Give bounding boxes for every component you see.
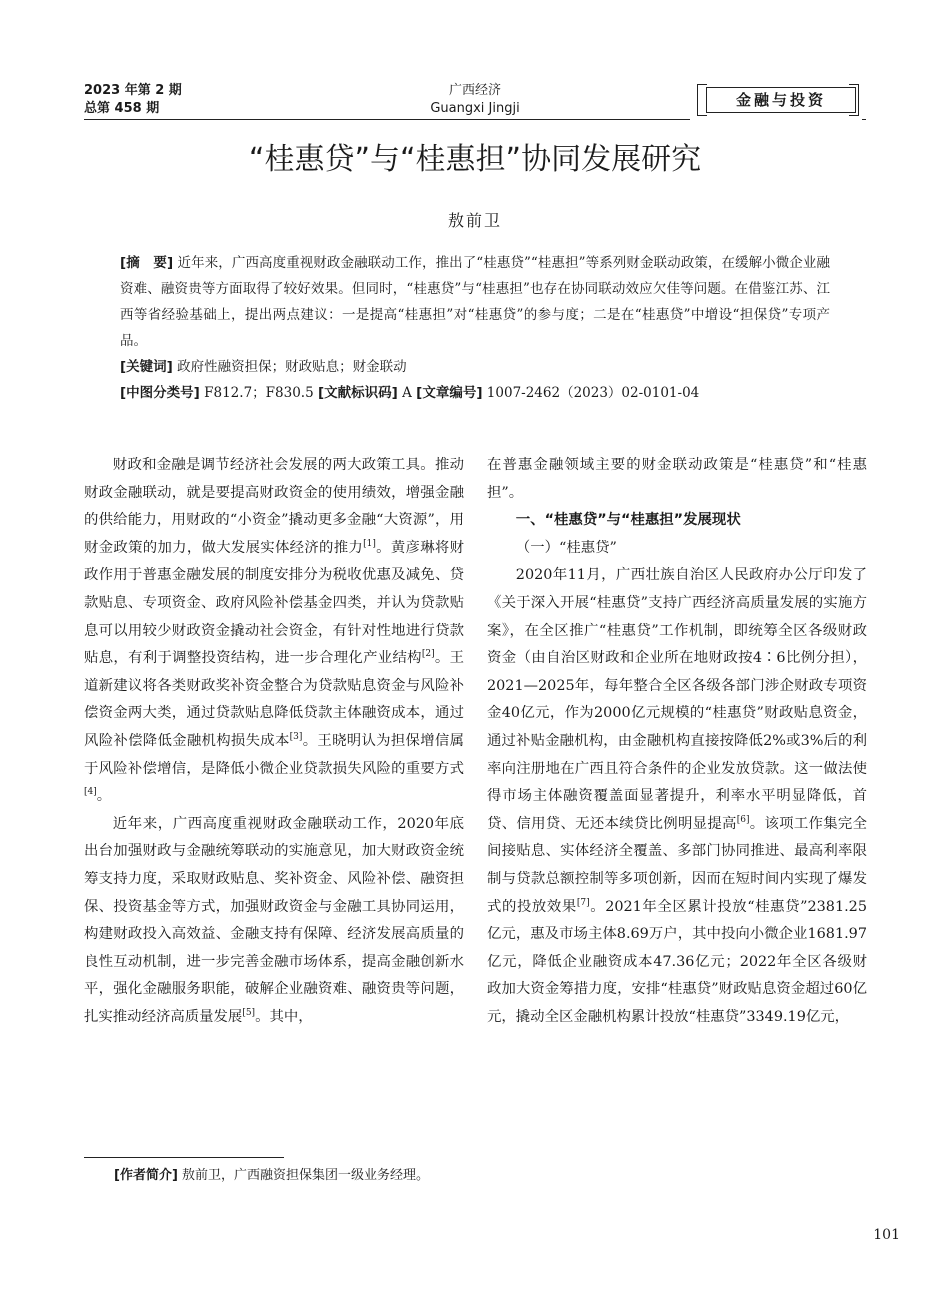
abstract-block [120,250,830,406]
citation-ref[interactable]: [4] [84,787,97,798]
section-heading: 一、“桂惠贷”与“桂惠担”发展现状 [515,512,741,529]
issue-line-1: 2023 年第 2 期 [84,83,182,98]
abstract-label: [摘 要] [120,255,174,271]
journal-name-cn: 广西经济 [448,83,501,98]
body-column-right [487,452,867,1031]
citation-ref[interactable]: [7] [576,897,590,908]
author-footnote [114,1166,429,1186]
journal-name [400,82,550,118]
keywords-text: 政府性融资担保；财政贴息；财金联动 [177,359,407,375]
clc-label: [中图分类号] [120,385,200,401]
body-column-left [84,452,464,1031]
keywords-line [120,354,830,380]
article-no-label: [文章编号] [416,385,483,401]
citation-ref[interactable]: [2] [421,649,435,660]
keywords-label: [关键词] [120,359,173,375]
footnote-rule [84,1157,284,1158]
journal-name-en: Guangxi Jingji [430,101,520,116]
issue-info [84,82,182,118]
article-title: “桂惠贷”与“桂惠担”协同发展研究 [248,142,702,177]
article-author: 敖前卫 [447,211,502,230]
subsection-heading: （一）“桂惠贷” [515,539,617,556]
issue-line-2: 总第 458 期 [84,101,160,116]
citation-ref[interactable]: [1] [363,538,376,549]
body-paragraph: 在普惠金融领域主要的财金联动政策是“桂惠贷”和“桂惠担”。 [487,457,867,501]
section-label: 金融与投资 [706,87,856,113]
citation-ref[interactable]: [5] [242,1008,256,1019]
doc-code-label: [文献标识码] [317,385,398,401]
footnote-label: [作者简介] [114,1168,178,1183]
header-rule-end [862,119,866,120]
clc-value: F812.7；F830.5 [204,385,314,401]
classification-line [120,380,830,406]
section-bracket-right-icon [849,84,859,116]
abstract-text: 近年来，广西高度重视财政金融联动工作，推出了“桂惠贷”“桂惠担”等系列财金联动政策，在缓解小微企业融资难、融资贵等方面取得了较好效果。但同时，“桂惠贷”与“桂惠担”也存在协同联动效应欠佳等问题。在借鉴江苏、江西等省经验基础上，提出两点建议：一是提高“桂惠担”对“桂惠贷”的参与度；二是在“桂惠贷”中增设“担保贷”专项产品。 [120,255,831,349]
abstract [120,250,830,354]
article-no-value: 1007-2462（2023）02-0101-04 [486,385,700,401]
body-paragraph: 财政和金融是调节经济社会发展的两大政策工具。推动财政金融联动，就是要提高财政资金的使用绩效，增强金融的供给能力，用财政的“小资金”撬动更多金融“大资源”，用财金政策的加力，做大发展实体经济的推力[1]。黄彦琳将财政作用于普惠金融发展的制度安排分为税收优惠及减免、贷款贴息、专项资金、政府风险补偿基金四类，并认为贷款贴息可以用较少财政资金撬动社会资金，有针对性地进行贷款贴息，有利于调整投资结构，进一步合理化产业结构[2]。王道新建议将各类财政奖补资金整合为贷款贴息资金与风险补偿资金两大类，通过贷款贴息降低贷款主体融资成本，通过风险补偿降低金融机构损失成本[3]。王晓明认为担保增信属于风险补偿增信，是降低小微企业贷款损失风险的重要方式[4]。 [84,457,464,805]
body-paragraph: 2020年11月，广西壮族自治区人民政府办公厅印发了《关于深入开展“桂惠贷”支持广西经济高质量发展的实施方案》，在全区推广“桂惠贷”工作机制，即统筹全区各级财政资金（由自治区财政和企业所在地财政按4∶6比例分担），2021—2025年，每年整合全区各级各部门涉企财政专项资金40亿元，作为2000亿元规模的“桂惠贷”财政贴息资金，通过补贴金融机构，由金融机构直接按降低2%或3%后的利率向注册地在广西且符合条件的企业发放贷款。这一做法使得市场主体融资覆盖面显著提升，利率水平明显降低，首贷、信用贷、无还本续贷比例明显提高[6]。该项工作集完全间接贴息、实体经济全覆盖、多部门协同推进、最高利率限制与贷款总额控制等多项创新，因而在短时间内实现了爆发式的投放效果[7]。2021年全区累计投放“桂惠贷”2381.25亿元，惠及市场主体8.69万户，其中投向小微企业1681.97亿元，降低企业融资成本47.36亿元；2022年全区各级财政加大资金筹措力度，安排“桂惠贷”财政贴息资金超过60亿元，撬动全区金融机构累计投放“桂惠贷”3349.19亿元， [487,567,867,1025]
citation-ref[interactable]: [3] [289,732,303,743]
page-number: 101 [873,1227,900,1243]
header-rule [84,119,690,120]
footnote-text: 敖前卫，广西融资担保集团一级业务经理。 [182,1168,430,1183]
body-paragraph: 近年来，广西高度重视财政金融联动工作，2020年底出台加强财政与金融统筹联动的实施意见，加大财政资金统筹支持力度，采取财政贴息、奖补资金、风险补偿、融资担保、投资基金等方式，加强财政资金与金融工具协同运用，构建财政投入高效益、金融支持有保障、经济发展高质量的良性互动机制，进一步完善金融市场体系，提高金融创新水平，强化金融服务职能，破解企业融资难、融资贵等问题，扎实推动经济高质量发展[5]。其中， [84,815,464,1025]
citation-ref[interactable]: [6] [736,814,750,825]
doc-code-value: A [402,385,412,401]
